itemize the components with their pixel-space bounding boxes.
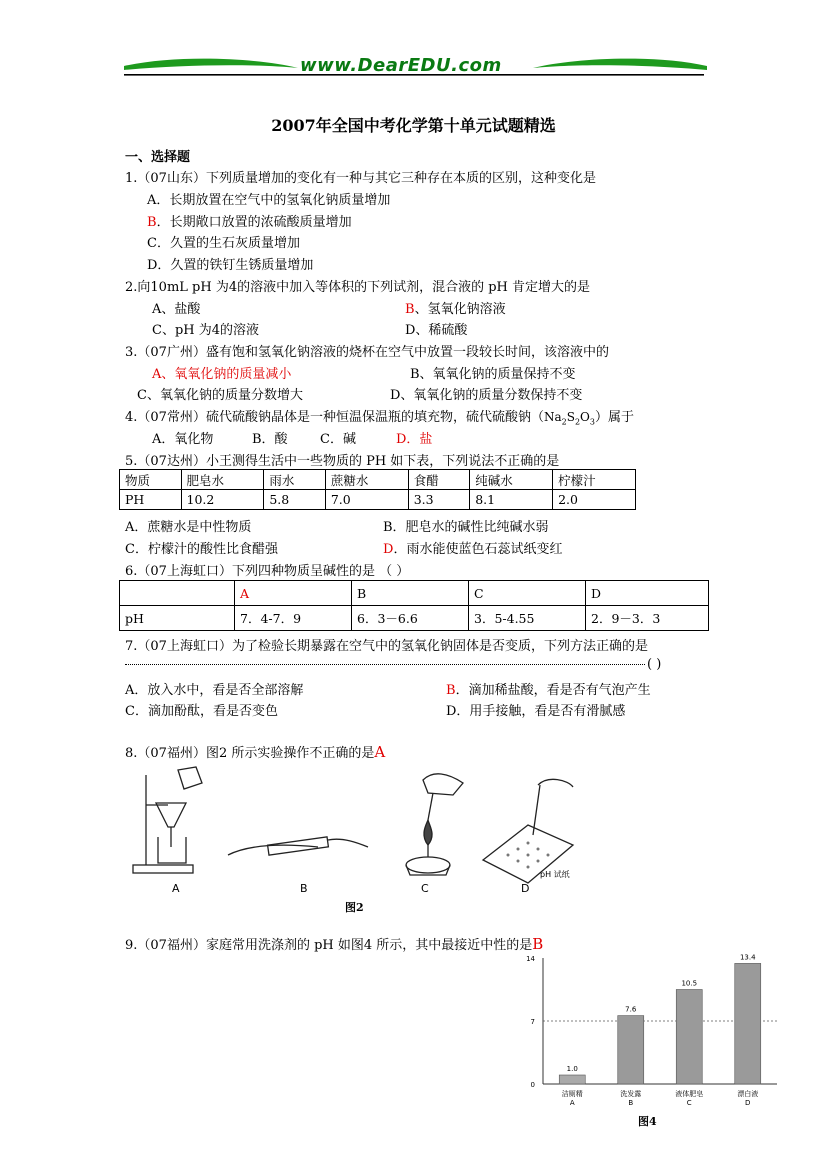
table-cell [120,581,235,606]
table-cell: 肥皂水 [181,470,264,490]
figure-4-caption: 图4 [638,1115,657,1128]
question-5-stem: 5.（07达州）小王测得生活中一些物质的 PH 如下表，下列说法不正确的是 [125,454,560,469]
fig2-label-a: A [172,882,180,895]
table-row [120,490,636,510]
table-cell: 8.1 [470,490,553,510]
question-5-option-d: D．雨水能使蓝色石蕊试纸变红 [383,542,563,557]
table-cell: 2．9－3．3 [586,606,709,631]
question-4-stem: 4.（07常州）硫代硫酸钠晶体是一种恒温保温瓶的填充物，硫代硫酸钠$(Na_2S_2O_3)$属于 [125,410,634,427]
question-4-option-b: B．酸 [252,432,288,447]
table-cell: 柠檬汁 [553,470,636,490]
table-cell: pH [120,606,235,631]
fig2-label-b: B [300,882,308,895]
question-1-option-a: A．长期放置在空气中的氢氧化钠质量增加 [147,193,391,208]
table-cell: PH [120,490,182,510]
fig2-label-c: C [421,882,429,895]
q6-table [119,580,709,631]
question-1-stem: 1.（07山东）下列质量增加的变化有一种与其它三种存在本质的区别，这种变化是 [125,171,596,186]
fig2-label-d: D [521,882,530,895]
bar [735,963,761,1084]
page-title: 2007年全国中考化学第十单元试题精选 [271,116,556,135]
table-cell: 3.3 [408,490,470,510]
question-3-option-d: D、氧氧化钠的质量分数保持不变 [390,388,583,403]
ph-table [119,469,636,510]
table-cell: A [235,581,352,606]
bar [676,990,702,1085]
table-cell: 7．4-7．9 [235,606,352,631]
question-4-option-c: C．碱 [320,432,356,447]
question-2-option-c: C、pH 为4的溶液 [152,323,260,338]
category-label: 漂白液 [737,1090,759,1098]
question-2-stem: 2.向10mL pH 为4的溶液中加入等体积的下列试剂，混合液的 pH 肯定增大的是 [125,280,591,295]
data-label: 10.5 [681,979,698,988]
table-cell: C [469,581,586,606]
question-4-option-a: A．氧化物 [152,432,214,447]
table-cell: D [586,581,709,606]
table-cell: 雨水 [264,470,326,490]
chemical-formula: $Na_2S_2O_3$ [543,410,595,427]
question-2-option-a: A、盐酸 [152,302,201,317]
figure-4-ph-chart [515,952,785,1132]
question-1-option-d: D．久置的铁钉生锈质量增加 [147,258,314,273]
question-8-stem: 8.（07福州）图2 所示实验操作不正确的是A [125,743,386,761]
table-row [120,606,709,631]
answer-mark: A [374,743,386,761]
question-1-option-c: C．久置的生石灰质量增加 [147,236,300,251]
answer-mark: B [532,935,544,953]
category-label: 洁厕精 [561,1090,583,1098]
category-letter: A [569,1099,575,1107]
table-cell: 食醋 [408,470,470,490]
category-letter: C [686,1099,692,1107]
question-5-option-b: B．肥皂水的碱性比纯碱水弱 [383,520,549,535]
y-tick-label: 0 [530,1081,535,1089]
table-cell: 蔗糖水 [325,470,408,490]
question-5-option-a: A．蔗糖水是中性物质 [125,520,252,535]
lab-equipment-icon [128,765,578,915]
table-row [120,581,709,606]
section-heading: 一、选择题 [125,150,191,165]
question-5-option-c: C．柠檬汁的酸性比食醋强 [125,542,278,557]
ph-bar-chart [515,952,785,1132]
bar [618,1016,644,1084]
question-4-option-d: D．盐 [396,432,433,447]
table-cell: 纯碱水 [470,470,553,490]
category-label: 液体肥皂 [675,1090,704,1098]
answer-mark: B [446,683,456,698]
answer-paren: ( ) [647,657,662,672]
answer-mark: D [383,542,394,557]
question-2-option-d: D、稀硫酸 [405,323,468,338]
figure-2-caption: 图2 [345,901,364,914]
ph-paper-label: pH 试纸 [540,870,570,879]
table-cell: 7.0 [325,490,408,510]
y-tick-label: 7 [530,1018,535,1026]
figure-2-lab-operations [128,765,578,915]
question-6-stem: 6.（07上海虹口）下列四种物质呈碱性的是 （ ） [125,564,410,579]
question-2-option-b: B、氢氧化钠溶液 [405,302,506,317]
table-cell: 3．5-4.55 [469,606,586,631]
table-cell: 物质 [120,470,182,490]
question-7-option-a: A．放入水中，看是否全部溶解 [125,683,304,698]
question-7-option-b: B．滴加稀盐酸，看是否有气泡产生 [446,683,651,698]
category-letter: B [628,1099,634,1107]
y-tick-label: 14 [526,955,535,963]
question-1-option-b: B．长期敞口放置的浓硫酸质量增加 [147,215,352,230]
category-label: 洗发露 [620,1090,642,1098]
table-cell: B [352,581,469,606]
category-letter: D [745,1099,751,1107]
question-9-stem: 9.（07福州）家庭常用洗涤剂的 pH 如图4 所示，其中最接近中性的是B [125,935,544,953]
answer-mark: B [147,215,157,230]
question-3-option-a: A、氧氧化钠的质量减小 [152,367,292,382]
question-7-option-c: C．滴加酚酞，看是否变色 [125,704,278,719]
bar [559,1075,585,1084]
question-3-option-b: B、氧氧化钠的质量保持不变 [410,367,576,382]
question-7-option-d: D．用手接触，看是否有滑腻感 [446,704,626,719]
question-3-stem: 3.（07广州）盛有饱和氢氧化钠溶液的烧杯在空气中放置一段较长时间，该溶液中的 [125,345,609,360]
data-label: 7.6 [625,1005,637,1014]
question-7-stem: 7.（07上海虹口）为了检验长期暴露在空气中的氢氧化钠固体是否变质，下列方法正确的是 [125,639,648,654]
question-3-option-c: C、氧氧化钠的质量分数增大 [137,388,303,403]
data-label: 13.4 [739,953,756,962]
table-cell: 6．3－6.6 [352,606,469,631]
dotted-leader [125,664,645,665]
table-cell: 10.2 [181,490,264,510]
answer-mark: B [405,302,415,317]
table-row [120,470,636,490]
site-logo: www.DearEDU.com [300,55,502,76]
table-cell: 5.8 [264,490,326,510]
table-cell: 2.0 [553,490,636,510]
data-label: 1.0 [566,1065,578,1073]
